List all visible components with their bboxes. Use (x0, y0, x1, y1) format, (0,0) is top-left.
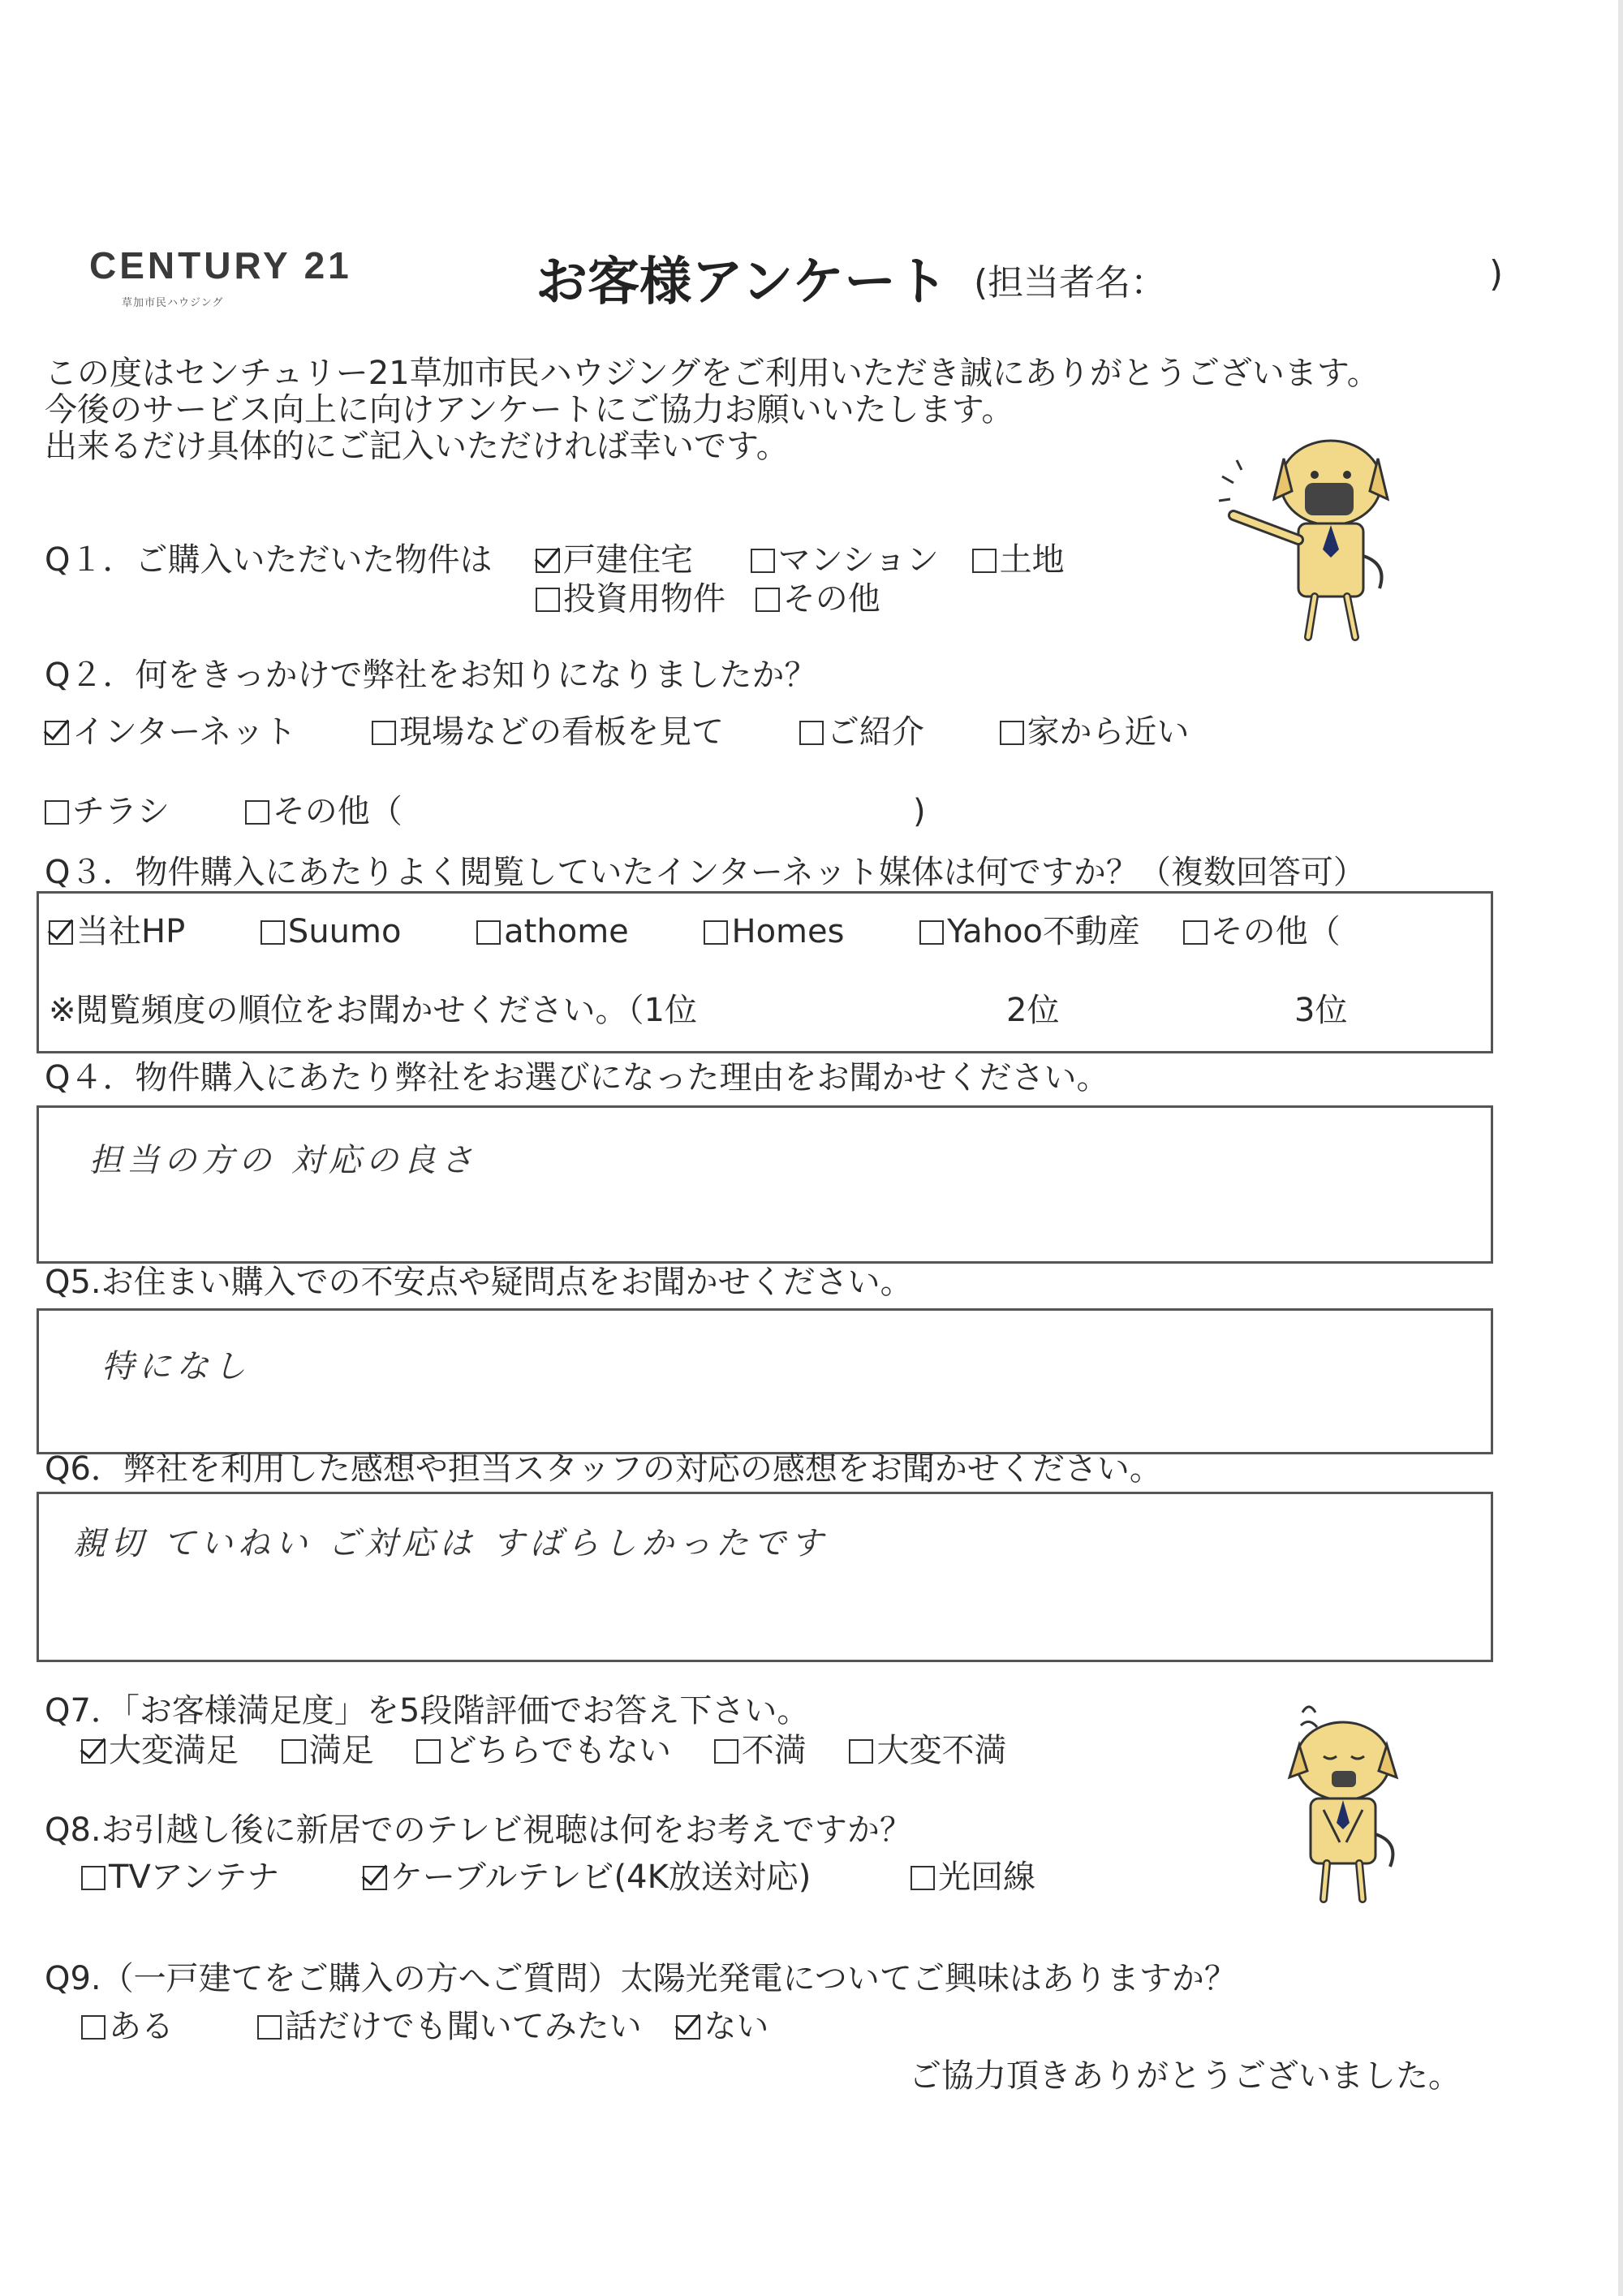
q6-answer-handwriting: 親切 ていねい ご対応は すばらしかったです (73, 1525, 829, 1562)
checkbox[interactable] (1183, 920, 1208, 945)
checkbox[interactable] (714, 1739, 738, 1764)
q1-option-other[interactable]: その他 (756, 583, 880, 615)
page-title: お客様アンケート (536, 252, 949, 312)
checkbox-checked[interactable] (81, 1739, 105, 1764)
q2-options-row2 (45, 795, 403, 828)
q4-question: Q４．物件購入にあたり弊社をお選びになった理由をお聞かせください。 (45, 1059, 1109, 1096)
q7-option-very-satisfied[interactable]: 大変満足 (81, 1734, 239, 1767)
q4-answer-box[interactable] (37, 1105, 1493, 1264)
q8-question: Q8.お引越し後に新居でのテレビ視聴は何をお考えですか？ (45, 1811, 912, 1849)
mascot-dog-bowing (1278, 1696, 1408, 1907)
q8-options-row (81, 1859, 1036, 1896)
q3-rank2-label: 2位 (1006, 992, 1060, 1029)
q9-options-row (81, 2010, 768, 2043)
q9-option-interested[interactable]: ある (81, 2010, 174, 2043)
checkbox-checked[interactable] (676, 2015, 700, 2040)
checkbox[interactable] (799, 721, 824, 745)
q1-options-row1 (536, 541, 1065, 579)
q9-question: Q9.（一戸建てをご購入の方へご質問）太陽光発電についてご興味はありますか？ (45, 1960, 1237, 1997)
q7-options-row (81, 1734, 1006, 1767)
checkbox[interactable] (1000, 721, 1024, 745)
checkbox[interactable] (245, 800, 269, 825)
q3-question: Q３．物件購入にあたりよく閲覧していたインターネット媒体は何ですか？（複数回答可） (45, 854, 1366, 891)
q5-answer-handwriting: 特になし (101, 1348, 251, 1385)
century21-logo (89, 243, 352, 309)
checkbox-checked[interactable] (45, 721, 69, 745)
q7-question: Q7．「お客様満足度」を5段階評価でお答え下さい。 (45, 1692, 810, 1730)
q9-option-just-hear[interactable]: 話だけでも聞いてみたい (257, 2010, 642, 2043)
checkbox-checked[interactable] (49, 920, 73, 945)
q9-option-not-interested[interactable]: ない (676, 2010, 768, 2043)
checkbox-checked[interactable] (536, 549, 560, 573)
q2-option-signboard[interactable]: 現場などの看板を見て (372, 716, 724, 748)
checkbox[interactable] (756, 588, 780, 612)
q1-option-mansion[interactable]: マンション (751, 544, 939, 576)
q2-option-internet[interactable]: インターネット (45, 716, 296, 748)
q2-option-flyer[interactable]: チラシ (45, 795, 170, 828)
checkbox[interactable] (704, 920, 728, 945)
checkbox[interactable] (257, 2015, 282, 2040)
checkbox[interactable] (911, 1866, 935, 1890)
q2-question: Q２．何をきっかけで弊社をお知りになりましたか？ (45, 657, 817, 694)
q8-option-tv-antenna[interactable]: TVアンテナ (81, 1861, 279, 1893)
checkbox[interactable] (849, 1739, 873, 1764)
checkbox[interactable] (416, 1739, 441, 1764)
q3-option-other[interactable]: その他（ (1183, 915, 1341, 948)
checkbox[interactable] (972, 549, 997, 573)
closing-message: ご協力頂きありがとうございました。 (909, 2057, 1461, 2095)
logo-sub-text: 草加市民ハウジング (122, 297, 224, 309)
staff-name-close: ) (1489, 253, 1504, 295)
q3-option-suumo[interactable]: Suumo (260, 915, 402, 948)
q2-other-close: ) (913, 793, 926, 830)
q8-option-fiber[interactable]: 光回線 (911, 1861, 1035, 1893)
checkbox[interactable] (372, 721, 396, 745)
checkbox[interactable] (536, 588, 560, 612)
checkbox[interactable] (919, 920, 944, 945)
q3-rank-label: ※閲覧頻度の順位をお聞かせください。（1位 (49, 992, 697, 1029)
q6-question: Q6．弊社を利用した感想や担当スタッフの対応の感想をお聞かせください。 (45, 1450, 1162, 1488)
intro-line-1: この度はセンチュリー21草加市民ハウジングをご利用いただき誠にありがとうございます。 (45, 355, 1380, 392)
q4-answer-handwriting: 担当の方の 対応の良さ (89, 1142, 478, 1179)
q2-option-other[interactable]: その他（ (245, 795, 403, 828)
checkbox-checked[interactable] (363, 1866, 387, 1890)
staff-name-label: (担当者名： (974, 262, 1167, 304)
q2-options-row1 (45, 713, 1190, 751)
checkbox[interactable] (81, 1866, 105, 1890)
mascot-dog-pointing (1217, 434, 1412, 645)
q2-option-near-home[interactable]: 家から近い (1000, 716, 1190, 748)
q2-option-referral[interactable]: ご紹介 (799, 716, 924, 748)
q1-options-row2 (536, 580, 880, 618)
q3-rank3-label: 3位 (1294, 992, 1348, 1029)
scan-edge (1618, 0, 1623, 2296)
checkbox[interactable] (260, 920, 285, 945)
checkbox[interactable] (282, 1739, 306, 1764)
q3-option-homes[interactable]: Homes (704, 915, 844, 948)
q3-option-athome[interactable]: athome (476, 915, 629, 948)
q7-option-neutral[interactable]: どちらでもない (416, 1734, 671, 1767)
q7-option-very-dissatisfied[interactable]: 大変不満 (849, 1734, 1006, 1767)
q5-question: Q5.お住まい購入での不安点や疑問点をお聞かせください。 (45, 1264, 913, 1301)
q1-option-land[interactable]: 土地 (972, 544, 1065, 576)
q3-option-company-hp[interactable]: 当社HP (49, 915, 185, 948)
q7-option-satisfied[interactable]: 満足 (282, 1734, 374, 1767)
q3-option-yahoo[interactable]: Yahoo不動産 (919, 915, 1140, 948)
checkbox[interactable] (476, 920, 501, 945)
checkbox[interactable] (81, 2015, 105, 2040)
logo-main-text: CENTURY 21 (89, 244, 352, 286)
q5-answer-box[interactable] (37, 1308, 1493, 1454)
q1-question: Q１．ご購入いただいた物件は (45, 541, 493, 579)
intro-line-3: 出来るだけ具体的にご記入いただければ幸いです。 (45, 428, 789, 465)
q1-option-detached[interactable]: 戸建住宅 (536, 544, 693, 576)
checkbox[interactable] (45, 800, 69, 825)
checkbox[interactable] (751, 549, 775, 573)
intro-line-2: 今後のサービス向上に向けアンケートにご協力お願いいたします。 (45, 391, 1014, 429)
q7-option-dissatisfied[interactable]: 不満 (714, 1734, 807, 1767)
q8-option-cable-tv[interactable]: ケーブルテレビ(4K放送対応) (363, 1861, 812, 1893)
q3-options-row (49, 915, 1341, 948)
q1-option-investment[interactable]: 投資用物件 (536, 583, 725, 615)
